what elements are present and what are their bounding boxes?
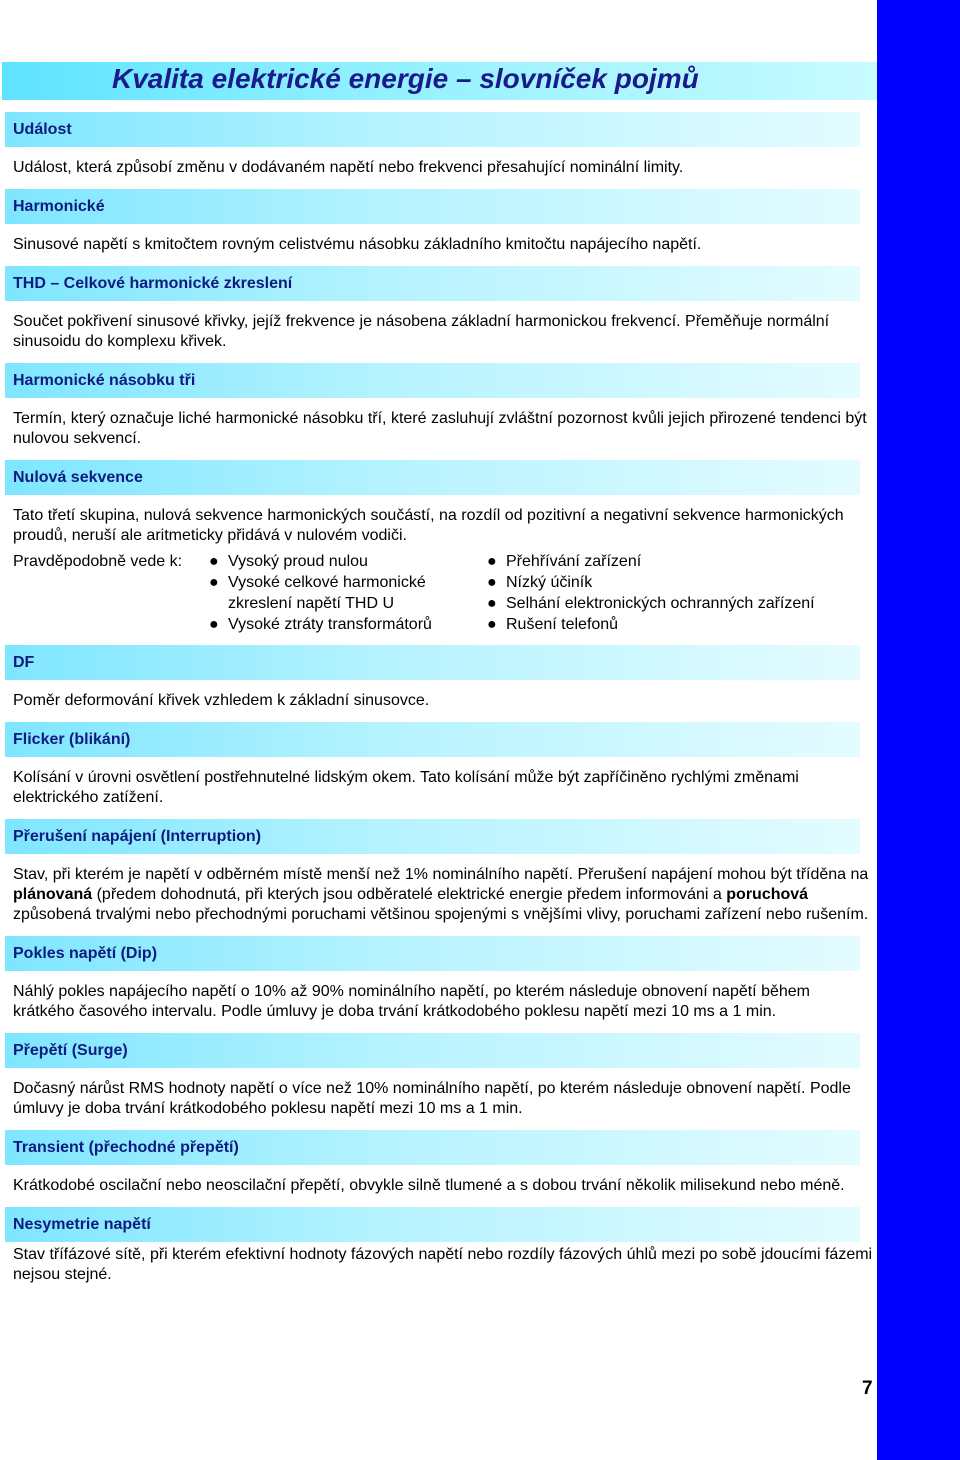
term-heading: Pokles napětí (Dip)	[5, 936, 860, 971]
term-definition: Stav, při kterém je napětí v odběrném místě menší než 1% nominálního napětí. Přerušení napájení mohou být tříděna na plánovaná (předem dohodnutá, při kterých jsou odběratelé elektrické energie předem informováni a poruchová způsobená trvalými nebo přechodnými poruchami většinou spojenými s vnějšími vlivy, poruchami zařízení nebo rušením.	[13, 866, 869, 923]
term-definition: Stav třífázové sítě, při kterém efektivní hodnoty fázových napětí nebo rozdíly fázových úhlů mezi po sobě jdoucími fázemi nejsou stejné.	[13, 1246, 873, 1283]
bullet-icon: ●	[209, 616, 219, 633]
consequences-list	[5, 551, 875, 645]
term-heading: Nulová sekvence	[5, 460, 860, 495]
list-item: ● Selhání elektronických ochranných zařízení	[487, 595, 815, 612]
page-number: 7	[862, 1378, 873, 1399]
list-item: ● Přehřívání zařízení	[487, 553, 642, 570]
list-item: ● Vysoké ztráty transformátorů	[209, 616, 432, 633]
consequences-label: Pravděpodobně vede k:	[13, 553, 183, 570]
bullet-icon: ●	[487, 574, 497, 591]
term-heading: Přerušení napájení (Interruption)	[5, 819, 860, 854]
bullet-icon: ●	[487, 553, 497, 570]
term-definition: Poměr deformování křivek vzhledem k základní sinusovce.	[13, 692, 430, 709]
list-item: ● Vysoký proud nulou	[209, 553, 368, 570]
bullet-icon: ●	[487, 595, 497, 612]
term-heading: Událost	[5, 112, 860, 147]
bullet-icon: ●	[487, 616, 497, 633]
term-definition: Kolísání v úrovni osvětlení postřehnutelné lidským okem. Tato kolísání může být zapříčiněno rychlými změnami elektrického zatížení.	[13, 769, 799, 806]
list-item: ● Nízký účiník	[487, 574, 593, 591]
term-heading: Transient (přechodné přepětí)	[5, 1130, 860, 1165]
term-heading: Nesymetrie napětí	[5, 1207, 860, 1242]
list-item: ● Rušení telefonů	[487, 616, 619, 633]
term-definition: Událost, která způsobí změnu v dodávaném napětí nebo frekvenci přesahující nominální limity.	[13, 159, 684, 176]
term-heading: THD – Celkové harmonické zkreslení	[5, 266, 860, 301]
glossary	[5, 112, 875, 1296]
list-item: ● Vysoké celkové harmonické zkreslení napětí THD U	[209, 574, 426, 612]
page-title: Kvalita elektrické energie – slovníček pojmů	[112, 63, 699, 94]
consequences-column-2	[484, 551, 815, 635]
term-heading: Harmonické násobku tři	[5, 363, 860, 398]
consequences-column-1	[206, 551, 484, 635]
bullet-icon: ●	[209, 553, 219, 570]
term-definition: Sinusové napětí s kmitočtem rovným celistvému násobku základního kmitočtu napájecího napětí.	[13, 236, 702, 253]
term-heading: DF	[5, 645, 860, 680]
term-definition: Tato třetí skupina, nulová sekvence harmonických součástí, na rozdíl od pozitivní a negativní sekvence harmonických proudů, neruší ale aritmeticky přidává v nulovém vodiči.	[13, 507, 844, 544]
term-heading: Harmonické	[5, 189, 860, 224]
term-definition: Dočasný nárůst RMS hodnoty napětí o více než 10% nominálního napětí, po kterém následuje obnovení napětí. Podle úmluvy je doba trvání krátkodobého poklesu napětí mezi 10 ms a 1 min.	[13, 1080, 851, 1117]
term-heading: Přepětí (Surge)	[5, 1033, 860, 1068]
bullet-icon: ●	[209, 574, 219, 591]
side-color-bar	[877, 0, 960, 1460]
bold-term-planned: plánovaná	[13, 886, 93, 903]
bold-term-fault: poruchová	[726, 886, 809, 903]
term-definition: Součet pokřivení sinusové křivky, jejíž frekvence je násobena základní harmonickou frekvencí. Přeměňuje normální sinusoidu do komplexu křivek.	[13, 313, 830, 350]
term-heading: Flicker (blikání)	[5, 722, 860, 757]
term-definition: Krátkodobé oscilační nebo neoscilační přepětí, obvykle silně tlumené a s dobou trvání několik milisekund nebo méně.	[13, 1177, 845, 1194]
term-definition: Náhlý pokles napájecího napětí o 10% až 90% nominálního napětí, po kterém následuje obnovení napětí během krátkého časového intervalu. Podle úmluvy je doba trvání krátkodobého poklesu napětí mezi 10 ms a 1 min.	[13, 983, 810, 1020]
term-definition: Termín, který označuje liché harmonické násobku tří, které zasluhují zvláštní pozornost kvůli jejich přirozené tendenci být nulovou sekvencí.	[13, 410, 867, 447]
